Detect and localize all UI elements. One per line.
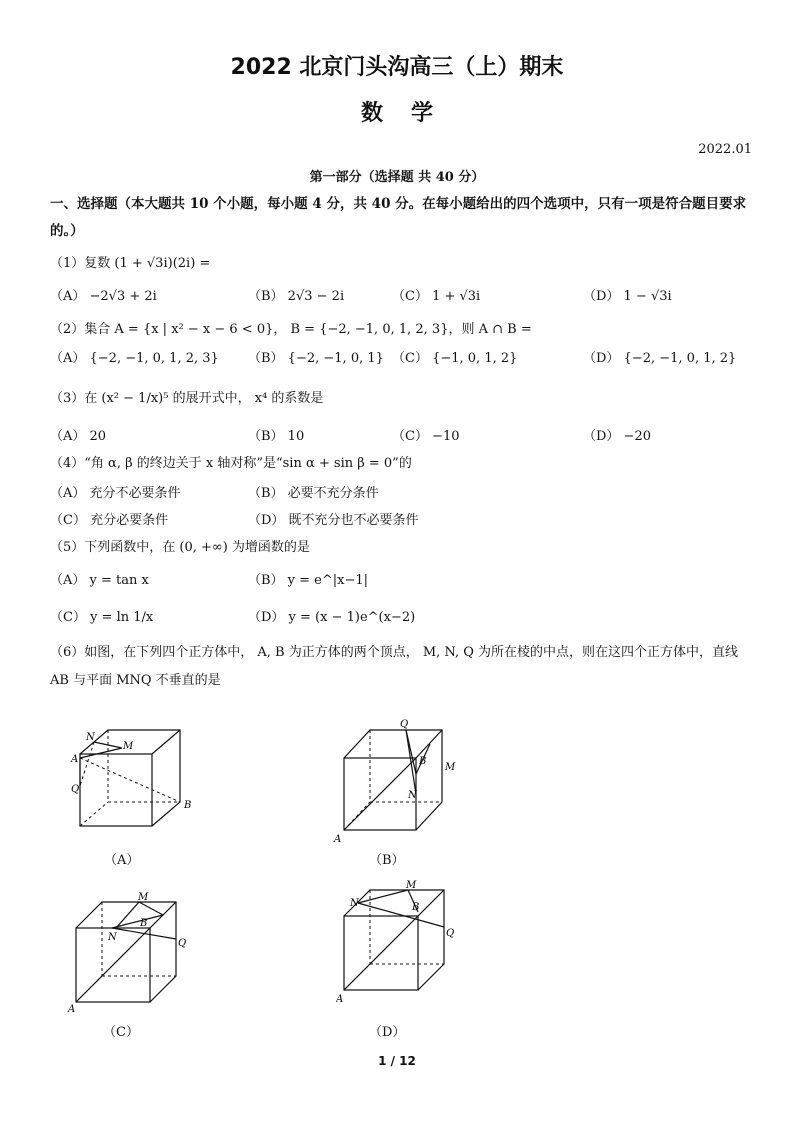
q5-stem: （5）下列函数中，在 (0, +∞) 为增函数的是 — [50, 540, 310, 555]
label-n: N — [350, 898, 359, 909]
label-m: M — [406, 880, 417, 891]
q1-option-b: （B） 2√3 − 2i — [248, 289, 345, 304]
q4-option-d: （D） 既不充分也不必要条件 — [248, 513, 419, 528]
q2-stem: （2）集合 A = {x | x² − x − 6 < 0}， B = {−2, −1, 0, 1, 2, 3}，则 A ∩ B = — [50, 322, 532, 337]
label-b: B — [140, 918, 148, 929]
exam-title: 2022 北京门头沟高三（上）期末 — [230, 55, 564, 80]
q1-option-c: （C） 1 + √3i — [392, 289, 481, 304]
label-a: A — [336, 994, 344, 1005]
label-a: A — [334, 834, 342, 844]
label-n: N — [86, 732, 95, 743]
q2-option-a: （A） {−2, −1, 0, 1, 2, 3} — [50, 351, 219, 366]
caption-b: （B） — [369, 853, 405, 868]
q2-option-b: （B） {−2, −1, 0, 1} — [248, 351, 384, 366]
subject-title: 数学 — [360, 101, 461, 126]
label-m: M — [138, 892, 149, 903]
label-a: A — [71, 754, 79, 765]
cube-figure-d — [336, 878, 486, 1010]
label-b: B — [412, 902, 420, 913]
q4-option-b: （B） 必要不充分条件 — [248, 486, 379, 501]
label-m: M — [123, 741, 134, 752]
q5-option-c: （C） y = ln 1/x — [50, 610, 154, 625]
q3-option-c: （C） −10 — [392, 429, 460, 444]
q2-option-d: （D） {−2, −1, 0, 1, 2} — [583, 351, 737, 366]
cube-figure-b — [330, 716, 480, 844]
q1-option-a: （A） −2√3 + 2i — [50, 289, 157, 304]
exam-date: 2022.01 — [698, 142, 752, 157]
section-heading: 一、选择题（本大题共 10 个小题，每小题 4 分，共 40 分。在每小题给出的四个选项中，只有一项是符合题目要求的。） — [50, 196, 747, 239]
q1-stem: （1）复数 (1 + √3i)(2i) = — [50, 256, 211, 271]
q4-stem: （4）“角 α, β 的终边关于 x 轴对称”是“sin α + sin β = 0”的 — [50, 456, 412, 471]
q4-option-a: （A） 充分不必要条件 — [50, 486, 181, 501]
label-b: B — [184, 800, 192, 811]
q3-option-b: （B） 10 — [248, 429, 305, 444]
cube-figure-c — [64, 890, 214, 1018]
q3-stem: （3）在 (x² − 1/x)⁵ 的展开式中， x⁴ 的系数是 — [50, 391, 324, 406]
q6-stem: （6）如图，在下列四个正方体中， A, B 为正方体的两个顶点， M, N, Q 为所在棱的中点，则在这四个正方体中，直线 AB 与平面 MNQ 不垂直的是 — [50, 645, 739, 688]
label-q: Q — [178, 938, 187, 949]
caption-c: （C） — [103, 1025, 139, 1040]
q4-option-c: （C） 充分必要条件 — [50, 513, 169, 528]
label-m: M — [445, 762, 456, 773]
q2-option-c: （C） {−1, 0, 1, 2} — [392, 351, 518, 366]
label-n: N — [108, 932, 117, 943]
label-b: B — [419, 756, 427, 767]
label-n: N — [408, 790, 417, 801]
q5-option-a: （A） y = tan x — [50, 573, 149, 588]
label-q: Q — [446, 928, 455, 939]
label-q: Q — [400, 719, 409, 730]
label-q: Q — [71, 784, 80, 795]
label-a: A — [68, 1004, 76, 1015]
q1-option-d: （D） 1 − √3i — [583, 289, 672, 304]
caption-d: （D） — [369, 1025, 406, 1040]
q3-option-a: （A） 20 — [50, 429, 107, 444]
q5-option-d: （D） y = (x − 1)e^(x−2) — [248, 610, 416, 625]
page-number: 1 / 12 — [378, 1054, 416, 1068]
part-heading: 第一部分（选择题 共 40 分） — [309, 170, 485, 185]
q5-option-b: （B） y = e^|x−1| — [248, 573, 369, 588]
q3-option-d: （D） −20 — [583, 429, 651, 444]
caption-a: （A） — [104, 853, 140, 868]
cube-figure-a — [60, 722, 210, 842]
